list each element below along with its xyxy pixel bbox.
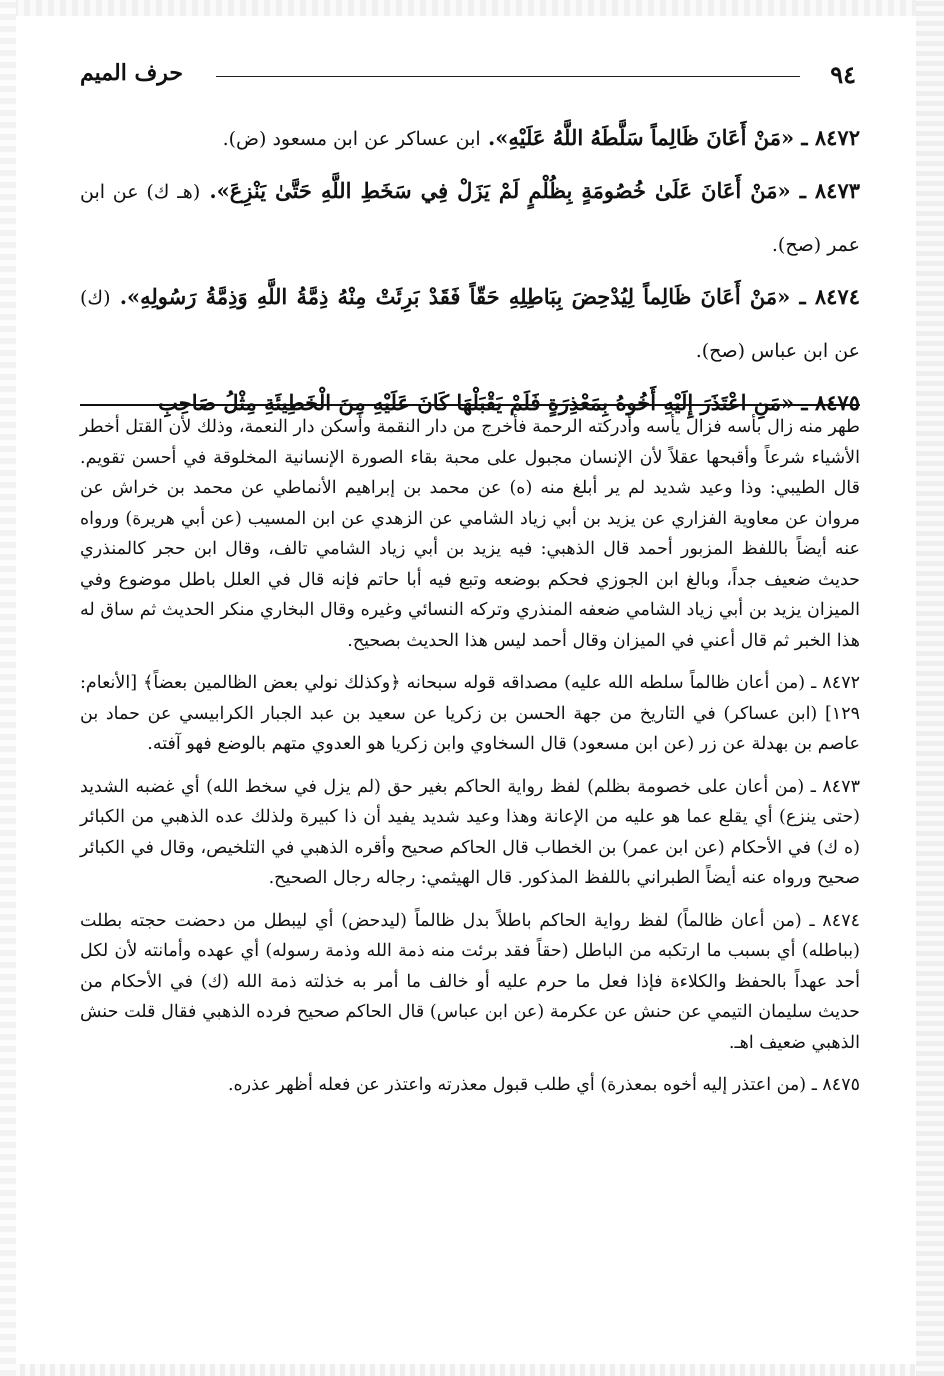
hadith-text: «مَنِ اعْتَذَرَ إِلَيْهِ أَخُوهُ بِمَعْذِرَةٍ فَلَمْ يَقْبَلْهَا كَانَ عَلَيْهِ مِنَ الْخَطِيئَةِ مِثْلُ صَاحِبِ — [158, 390, 795, 415]
hadith-source: (هـ ك) عن ابن عمر (صح). — [80, 181, 860, 256]
hadith-number: ٨٤٧٣ ـ — [799, 178, 861, 203]
commentary-paragraph: ٨٤٧٢ ـ (من أعان ظالماً سلطه الله عليه) مصداقه قوله سبحانه ﴿وكذلك نولي بعض الظالمين بعضاً﴾ [الأنعام: ١٢٩] (ابن عساكر) في التاريخ من جهة الحسن بن زكريا عن سعيد بن عبد الجبار الكرابيسي عن حماد بن عاصم بن بهدلة عن زر (عن ابن مسعود) قال السخاوي وابن زكريا هو العدوي متهم بالوضع فهو آفته. — [80, 673, 860, 754]
page-header — [80, 60, 860, 96]
hadith-section — [80, 112, 860, 430]
hadith-source: ابن عساكر عن ابن مسعود (ض). — [222, 128, 481, 150]
hadith-number: ٨٤٧٢ ـ — [801, 125, 860, 150]
hadith-number: ٨٤٧٤ ـ — [799, 284, 860, 309]
commentary-paragraph: ٨٤٧٣ ـ (من أعان على خصومة بظلم) لفظ رواية الحاكم بغير حق (لم يزل في سخط الله) أي غضبه الشديد (حتى ينزع) أي يقلع عما هو عليه من الإعانة وهذا وعيد شديد يفيد أن ذا كبيرة ولذلك عده الذهبي من الكبائر (ه ك) في الأحكام (عن ابن عمر) بن الخطاب قال الحاكم صحيح وأقره الذهبي في التلخيص، وقال في الكبائر صحيح ورواه عنه أيضاً الطبراني باللفظ المذكور. قال الهيثمي: رجاله رجال الصحيح. — [80, 776, 860, 888]
hadith-text: «مَنْ أَعَانَ عَلَىٰ خُصُومَةٍ بِظُلْمٍ لَمْ يَزَلْ فِي سَخَطِ اللَّهِ حَتَّىٰ يَنْزِعَ». — [209, 178, 791, 203]
hadith-entry — [80, 271, 860, 377]
scan-edge-right — [916, 0, 944, 1376]
section-divider — [80, 404, 860, 406]
hadith-text: «مَنْ أَعَانَ ظَالِماً لِيُدْحِضَ بِبَاطِلِهِ حَقّاً فَقَدْ بَرِئَتْ مِنْهُ ذِمَّةُ اللَّهِ وَذِمَّةُ رَسُولِهِ». — [119, 284, 791, 309]
hadith-source: (ك) عن ابن عباس (صح). — [80, 287, 860, 362]
page-number: ٩٤ — [830, 60, 856, 89]
chapter-title: حرف الميم — [80, 60, 184, 86]
commentary-paragraph: طهر منه زال بأسه فزال يأسه وأدركته الرحمة فأخرج من دار النقمة وأسكن دار النعمة، وذلك لأن القتل أخطر الأشياء شرعاً وأقبحها عقلاً لأن الإنسان مجبول على محبة بقاء الصورة الإنسانية المخلوقة في أحسن تقويم. قال الطيبي: وذا وعيد شديد لم ير أبلغ منه (ه) عن محمد بن إبراهيم الأنماطي عن محمد بن خراش عن مروان عن معاوية الفزاري عن يزيد بن أبي زياد الشامي عن الزهدي عن ابن المسيب (عن أبي هريرة) ورواه عنه أيضاً باللفظ المزبور أحمد قال الذهبي: فيه يزيد بن أبي زياد الشامي تالف، وقال ابن حجر كالمنذري حديث ضعيف جداً، وبالغ ابن الجوزي فحكم بوضعه وتبع فيه أبا حاتم فإنه قال في العلل باطل موضوع وفي الميزان يزيد بن أبي زياد الشامي ضعفه المنذري وتركه النسائي وغيره وقال البخاري منكر الحديث ثم ساق له هذا الخبر ثم قال أعني في الميزان وقال أحمد ليس هذا الحديث بصحيح. — [80, 417, 860, 651]
scan-edge-bottom — [0, 1364, 944, 1376]
commentary-paragraph: ٨٤٧٥ ـ (من اعتذر إليه أخوه بمعذرة) أي طلب قبول معذرته واعتذر عن فعله أظهر عذره. — [227, 1075, 860, 1095]
hadith-entry — [80, 165, 860, 271]
hadith-text: «مَنْ أَعَانَ ظَالِماً سَلَّطَهُ اللَّهُ عَلَيْهِ». — [487, 125, 795, 150]
scan-edge-top — [0, 0, 944, 16]
header-rule — [216, 76, 800, 77]
commentary-paragraph: ٨٤٧٤ ـ (من أعان ظالماً) لفظ رواية الحاكم باطلاً بدل ظالماً (ليدحض) أي ليبطل من دحضت حجته بطلت (بباطله) أي بسبب ما ارتكبه من الباطل (حقاً فقد برئت منه ذمة الله وذمة رسوله) أي عهده وأمانته لأن لكل أحد عهداً بالحفظ والكلاءة فإذا فعل ما حرم عليه أو خالف ما أمر به خذلته ذمة الله (ك) في الأحكام من حديث سليمان التيمي عن حنش عن عكرمة (عن ابن عباس) قال الحاكم صحيح فرده الذهبي فقال قلت حنش الذهبي ضعيف اهـ. — [80, 910, 860, 1053]
hadith-number: ٨٤٧٥ ـ — [801, 390, 860, 415]
hadith-entry — [80, 112, 860, 165]
commentary-section — [80, 412, 860, 1113]
scan-edge-left — [0, 0, 16, 1376]
